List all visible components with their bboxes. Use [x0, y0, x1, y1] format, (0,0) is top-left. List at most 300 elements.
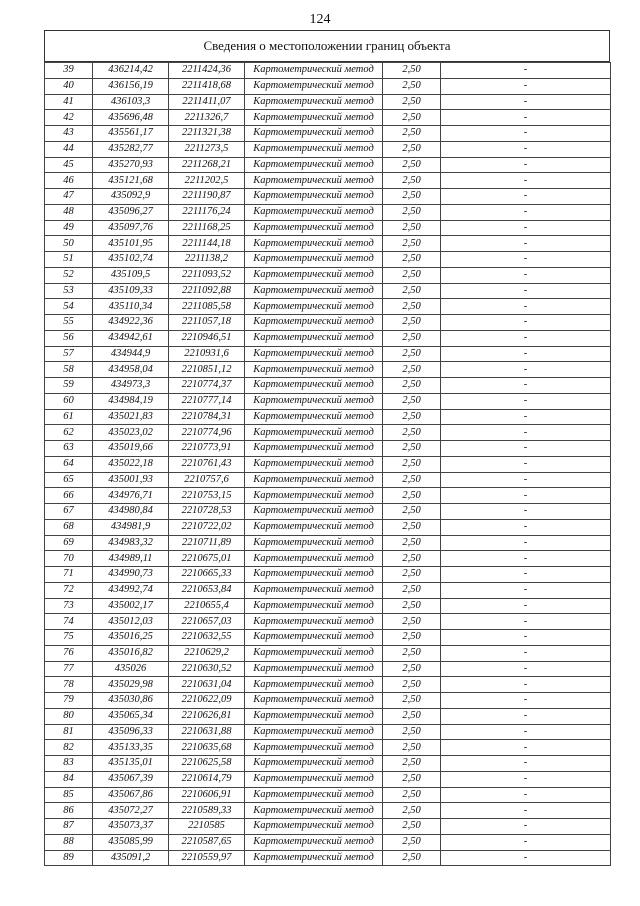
- description-cell: -: [441, 299, 611, 315]
- description-cell: -: [441, 141, 611, 157]
- x-coordinate-cell: 435109,33: [93, 283, 169, 299]
- description-cell: -: [441, 488, 611, 504]
- accuracy-cell: 2,50: [383, 551, 441, 567]
- x-coordinate-cell: 435067,39: [93, 771, 169, 787]
- y-coordinate-cell: 2210614,79: [169, 771, 245, 787]
- point-number-cell: 56: [45, 330, 93, 346]
- table-row: [45, 173, 611, 189]
- y-coordinate-cell: 2211326,7: [169, 110, 245, 126]
- point-number-cell: 43: [45, 126, 93, 142]
- table-row: [45, 708, 611, 724]
- y-coordinate-cell: 2211144,18: [169, 236, 245, 252]
- y-coordinate-cell: 2211273,5: [169, 141, 245, 157]
- method-cell: Картометрический метод: [245, 708, 383, 724]
- x-coordinate-cell: 435072,27: [93, 803, 169, 819]
- x-coordinate-cell: 435016,82: [93, 645, 169, 661]
- x-coordinate-cell: 434983,32: [93, 535, 169, 551]
- point-number-cell: 52: [45, 267, 93, 283]
- point-number-cell: 73: [45, 598, 93, 614]
- point-number-cell: 64: [45, 456, 93, 472]
- point-number-cell: 70: [45, 551, 93, 567]
- table-row: [45, 693, 611, 709]
- point-number-cell: 80: [45, 708, 93, 724]
- method-cell: Картометрический метод: [245, 645, 383, 661]
- description-cell: -: [441, 771, 611, 787]
- method-cell: Картометрический метод: [245, 252, 383, 268]
- y-coordinate-cell: 2210757,6: [169, 472, 245, 488]
- y-coordinate-cell: 2210774,37: [169, 378, 245, 394]
- x-coordinate-cell: 435023,02: [93, 425, 169, 441]
- y-coordinate-cell: 2211202,5: [169, 173, 245, 189]
- y-coordinate-cell: 2210753,15: [169, 488, 245, 504]
- method-cell: Картометрический метод: [245, 519, 383, 535]
- x-coordinate-cell: 435561,17: [93, 126, 169, 142]
- method-cell: Картометрический метод: [245, 141, 383, 157]
- accuracy-cell: 2,50: [383, 504, 441, 520]
- table-row: [45, 850, 611, 866]
- x-coordinate-cell: 435696,48: [93, 110, 169, 126]
- accuracy-cell: 2,50: [383, 94, 441, 110]
- method-cell: Картометрический метод: [245, 315, 383, 331]
- y-coordinate-cell: 2211085,58: [169, 299, 245, 315]
- point-number-cell: 50: [45, 236, 93, 252]
- point-number-cell: 59: [45, 378, 93, 394]
- point-number-cell: 74: [45, 614, 93, 630]
- method-cell: Картометрический метод: [245, 488, 383, 504]
- method-cell: Картометрический метод: [245, 472, 383, 488]
- method-cell: Картометрический метод: [245, 425, 383, 441]
- method-cell: Картометрический метод: [245, 110, 383, 126]
- point-number-cell: 65: [45, 472, 93, 488]
- y-coordinate-cell: 2210589,33: [169, 803, 245, 819]
- accuracy-cell: 2,50: [383, 535, 441, 551]
- accuracy-cell: 2,50: [383, 315, 441, 331]
- y-coordinate-cell: 2211168,25: [169, 220, 245, 236]
- description-cell: -: [441, 330, 611, 346]
- description-cell: -: [441, 267, 611, 283]
- description-cell: -: [441, 456, 611, 472]
- method-cell: Картометрический метод: [245, 283, 383, 299]
- point-number-cell: 83: [45, 756, 93, 772]
- table-row: [45, 299, 611, 315]
- y-coordinate-cell: 2210761,43: [169, 456, 245, 472]
- table-row: [45, 582, 611, 598]
- accuracy-cell: 2,50: [383, 78, 441, 94]
- y-coordinate-cell: 2210653,84: [169, 582, 245, 598]
- point-number-cell: 81: [45, 724, 93, 740]
- method-cell: Картометрический метод: [245, 63, 383, 79]
- accuracy-cell: 2,50: [383, 456, 441, 472]
- y-coordinate-cell: 2210728,53: [169, 504, 245, 520]
- x-coordinate-cell: 435135,01: [93, 756, 169, 772]
- accuracy-cell: 2,50: [383, 362, 441, 378]
- method-cell: Картометрический метод: [245, 220, 383, 236]
- y-coordinate-cell: 2210711,89: [169, 535, 245, 551]
- point-number-cell: 58: [45, 362, 93, 378]
- y-coordinate-cell: 2210722,02: [169, 519, 245, 535]
- accuracy-cell: 2,50: [383, 677, 441, 693]
- table-row: [45, 787, 611, 803]
- description-cell: -: [441, 504, 611, 520]
- point-number-cell: 69: [45, 535, 93, 551]
- point-number-cell: 47: [45, 189, 93, 205]
- x-coordinate-cell: 435065,34: [93, 708, 169, 724]
- description-cell: -: [441, 519, 611, 535]
- table-row: [45, 94, 611, 110]
- y-coordinate-cell: 2210931,6: [169, 346, 245, 362]
- method-cell: Картометрический метод: [245, 299, 383, 315]
- description-cell: -: [441, 661, 611, 677]
- x-coordinate-cell: 434976,71: [93, 488, 169, 504]
- accuracy-cell: 2,50: [383, 110, 441, 126]
- point-number-cell: 82: [45, 740, 93, 756]
- y-coordinate-cell: 2210626,81: [169, 708, 245, 724]
- accuracy-cell: 2,50: [383, 567, 441, 583]
- y-coordinate-cell: 2210774,96: [169, 425, 245, 441]
- description-cell: -: [441, 693, 611, 709]
- description-cell: -: [441, 834, 611, 850]
- description-cell: -: [441, 441, 611, 457]
- accuracy-cell: 2,50: [383, 472, 441, 488]
- method-cell: Картометрический метод: [245, 756, 383, 772]
- method-cell: Картометрический метод: [245, 850, 383, 866]
- method-cell: Картометрический метод: [245, 126, 383, 142]
- method-cell: Картометрический метод: [245, 787, 383, 803]
- method-cell: Картометрический метод: [245, 803, 383, 819]
- table-row: [45, 803, 611, 819]
- description-cell: -: [441, 630, 611, 646]
- x-coordinate-cell: 434989,11: [93, 551, 169, 567]
- point-number-cell: 84: [45, 771, 93, 787]
- method-cell: Картометрический метод: [245, 504, 383, 520]
- table-row: [45, 283, 611, 299]
- x-coordinate-cell: 435097,76: [93, 220, 169, 236]
- table-row: [45, 141, 611, 157]
- description-cell: -: [441, 472, 611, 488]
- table-row: [45, 819, 611, 835]
- x-coordinate-cell: 434981,9: [93, 519, 169, 535]
- table-row: [45, 330, 611, 346]
- point-number-cell: 86: [45, 803, 93, 819]
- x-coordinate-cell: 435026: [93, 661, 169, 677]
- table-row: [45, 78, 611, 94]
- point-number-cell: 75: [45, 630, 93, 646]
- x-coordinate-cell: 434990,73: [93, 567, 169, 583]
- point-number-cell: 45: [45, 157, 93, 173]
- x-coordinate-cell: 435001,93: [93, 472, 169, 488]
- accuracy-cell: 2,50: [383, 756, 441, 772]
- description-cell: -: [441, 551, 611, 567]
- x-coordinate-cell: 435067,86: [93, 787, 169, 803]
- table-row: [45, 677, 611, 693]
- description-cell: -: [441, 582, 611, 598]
- y-coordinate-cell: 2211057,18: [169, 315, 245, 331]
- y-coordinate-cell: 2210631,88: [169, 724, 245, 740]
- point-number-cell: 53: [45, 283, 93, 299]
- accuracy-cell: 2,50: [383, 252, 441, 268]
- description-cell: -: [441, 708, 611, 724]
- table-row: [45, 740, 611, 756]
- accuracy-cell: 2,50: [383, 283, 441, 299]
- accuracy-cell: 2,50: [383, 693, 441, 709]
- accuracy-cell: 2,50: [383, 126, 441, 142]
- table-title: Сведения о местоположении границ объекта: [44, 30, 610, 62]
- accuracy-cell: 2,50: [383, 173, 441, 189]
- x-coordinate-cell: 435091,2: [93, 850, 169, 866]
- description-cell: -: [441, 409, 611, 425]
- table-row: [45, 220, 611, 236]
- method-cell: Картометрический метод: [245, 771, 383, 787]
- x-coordinate-cell: 435282,77: [93, 141, 169, 157]
- x-coordinate-cell: 434942,61: [93, 330, 169, 346]
- x-coordinate-cell: 434992,74: [93, 582, 169, 598]
- point-number-cell: 63: [45, 441, 93, 457]
- accuracy-cell: 2,50: [383, 267, 441, 283]
- y-coordinate-cell: 2211321,38: [169, 126, 245, 142]
- table-row: [45, 551, 611, 567]
- x-coordinate-cell: 434973,3: [93, 378, 169, 394]
- description-cell: -: [441, 157, 611, 173]
- description-cell: -: [441, 740, 611, 756]
- table-row: [45, 236, 611, 252]
- accuracy-cell: 2,50: [383, 141, 441, 157]
- method-cell: Картометрический метод: [245, 677, 383, 693]
- table-row: [45, 504, 611, 520]
- point-number-cell: 61: [45, 409, 93, 425]
- table-row: [45, 724, 611, 740]
- x-coordinate-cell: 435002,17: [93, 598, 169, 614]
- y-coordinate-cell: 2211190,87: [169, 189, 245, 205]
- point-number-cell: 71: [45, 567, 93, 583]
- method-cell: Картометрический метод: [245, 661, 383, 677]
- method-cell: Картометрический метод: [245, 441, 383, 457]
- description-cell: -: [441, 756, 611, 772]
- x-coordinate-cell: 434922,36: [93, 315, 169, 331]
- x-coordinate-cell: 435085,99: [93, 834, 169, 850]
- table-row: [45, 157, 611, 173]
- y-coordinate-cell: 2210773,91: [169, 441, 245, 457]
- y-coordinate-cell: 2210851,12: [169, 362, 245, 378]
- accuracy-cell: 2,50: [383, 787, 441, 803]
- point-number-cell: 44: [45, 141, 93, 157]
- table-row: [45, 519, 611, 535]
- point-number-cell: 87: [45, 819, 93, 835]
- y-coordinate-cell: 2210635,68: [169, 740, 245, 756]
- point-number-cell: 40: [45, 78, 93, 94]
- y-coordinate-cell: 2211411,07: [169, 94, 245, 110]
- table-row: [45, 409, 611, 425]
- accuracy-cell: 2,50: [383, 441, 441, 457]
- point-number-cell: 72: [45, 582, 93, 598]
- point-number-cell: 57: [45, 346, 93, 362]
- x-coordinate-cell: 435016,25: [93, 630, 169, 646]
- x-coordinate-cell: 435021,83: [93, 409, 169, 425]
- table-row: [45, 362, 611, 378]
- method-cell: Картометрический метод: [245, 236, 383, 252]
- table-row: [45, 614, 611, 630]
- method-cell: Картометрический метод: [245, 614, 383, 630]
- accuracy-cell: 2,50: [383, 661, 441, 677]
- x-coordinate-cell: 434958,04: [93, 362, 169, 378]
- table-row: [45, 110, 611, 126]
- x-coordinate-cell: 435270,93: [93, 157, 169, 173]
- x-coordinate-cell: 435012,03: [93, 614, 169, 630]
- y-coordinate-cell: 2210622,09: [169, 693, 245, 709]
- accuracy-cell: 2,50: [383, 708, 441, 724]
- table-row: [45, 252, 611, 268]
- x-coordinate-cell: 436156,19: [93, 78, 169, 94]
- x-coordinate-cell: 435029,98: [93, 677, 169, 693]
- coordinates-table: [44, 62, 611, 866]
- description-cell: -: [441, 645, 611, 661]
- method-cell: Картометрический метод: [245, 456, 383, 472]
- method-cell: Картометрический метод: [245, 157, 383, 173]
- table-row: [45, 834, 611, 850]
- x-coordinate-cell: 435096,27: [93, 204, 169, 220]
- point-number-cell: 68: [45, 519, 93, 535]
- accuracy-cell: 2,50: [383, 393, 441, 409]
- y-coordinate-cell: 2211418,68: [169, 78, 245, 94]
- y-coordinate-cell: 2210587,65: [169, 834, 245, 850]
- x-coordinate-cell: 435019,66: [93, 441, 169, 457]
- method-cell: Картометрический метод: [245, 362, 383, 378]
- table-row: [45, 126, 611, 142]
- y-coordinate-cell: 2210657,03: [169, 614, 245, 630]
- y-coordinate-cell: 2210665,33: [169, 567, 245, 583]
- x-coordinate-cell: 436103,3: [93, 94, 169, 110]
- method-cell: Картометрический метод: [245, 819, 383, 835]
- accuracy-cell: 2,50: [383, 204, 441, 220]
- table-row: [45, 535, 611, 551]
- x-coordinate-cell: 435109,5: [93, 267, 169, 283]
- method-cell: Картометрический метод: [245, 535, 383, 551]
- description-cell: -: [441, 110, 611, 126]
- method-cell: Картометрический метод: [245, 582, 383, 598]
- description-cell: -: [441, 567, 611, 583]
- accuracy-cell: 2,50: [383, 299, 441, 315]
- table-row: [45, 488, 611, 504]
- description-cell: -: [441, 787, 611, 803]
- y-coordinate-cell: 2211138,2: [169, 252, 245, 268]
- accuracy-cell: 2,50: [383, 189, 441, 205]
- y-coordinate-cell: 2211176,24: [169, 204, 245, 220]
- y-coordinate-cell: 2210675,01: [169, 551, 245, 567]
- accuracy-cell: 2,50: [383, 724, 441, 740]
- method-cell: Картометрический метод: [245, 393, 383, 409]
- table-row: [45, 598, 611, 614]
- x-coordinate-cell: 435110,34: [93, 299, 169, 315]
- x-coordinate-cell: 435092,9: [93, 189, 169, 205]
- table-row: [45, 771, 611, 787]
- x-coordinate-cell: 435073,37: [93, 819, 169, 835]
- table-row: [45, 425, 611, 441]
- method-cell: Картометрический метод: [245, 551, 383, 567]
- accuracy-cell: 2,50: [383, 850, 441, 866]
- accuracy-cell: 2,50: [383, 157, 441, 173]
- accuracy-cell: 2,50: [383, 63, 441, 79]
- table-row: [45, 315, 611, 331]
- accuracy-cell: 2,50: [383, 598, 441, 614]
- accuracy-cell: 2,50: [383, 519, 441, 535]
- description-cell: -: [441, 393, 611, 409]
- x-coordinate-cell: 436214,42: [93, 63, 169, 79]
- x-coordinate-cell: 435022,18: [93, 456, 169, 472]
- point-number-cell: 55: [45, 315, 93, 331]
- point-number-cell: 85: [45, 787, 93, 803]
- point-number-cell: 49: [45, 220, 93, 236]
- accuracy-cell: 2,50: [383, 834, 441, 850]
- description-cell: -: [441, 614, 611, 630]
- accuracy-cell: 2,50: [383, 630, 441, 646]
- description-cell: -: [441, 803, 611, 819]
- point-number-cell: 88: [45, 834, 93, 850]
- table-row: [45, 204, 611, 220]
- y-coordinate-cell: 2210585: [169, 819, 245, 835]
- description-cell: -: [441, 535, 611, 551]
- description-cell: -: [441, 315, 611, 331]
- accuracy-cell: 2,50: [383, 488, 441, 504]
- description-cell: -: [441, 819, 611, 835]
- x-coordinate-cell: 435096,33: [93, 724, 169, 740]
- description-cell: -: [441, 94, 611, 110]
- point-number-cell: 41: [45, 94, 93, 110]
- y-coordinate-cell: 2211424,36: [169, 63, 245, 79]
- accuracy-cell: 2,50: [383, 819, 441, 835]
- method-cell: Картометрический метод: [245, 330, 383, 346]
- accuracy-cell: 2,50: [383, 614, 441, 630]
- method-cell: Картометрический метод: [245, 630, 383, 646]
- point-number-cell: 76: [45, 645, 93, 661]
- accuracy-cell: 2,50: [383, 803, 441, 819]
- description-cell: -: [441, 220, 611, 236]
- description-cell: -: [441, 724, 611, 740]
- accuracy-cell: 2,50: [383, 425, 441, 441]
- method-cell: Картометрический метод: [245, 346, 383, 362]
- y-coordinate-cell: 2210655,4: [169, 598, 245, 614]
- point-number-cell: 54: [45, 299, 93, 315]
- table-row: [45, 756, 611, 772]
- table-row: [45, 441, 611, 457]
- description-cell: -: [441, 78, 611, 94]
- accuracy-cell: 2,50: [383, 330, 441, 346]
- description-cell: -: [441, 283, 611, 299]
- point-number-cell: 51: [45, 252, 93, 268]
- table-row: [45, 661, 611, 677]
- accuracy-cell: 2,50: [383, 740, 441, 756]
- method-cell: Картометрический метод: [245, 189, 383, 205]
- method-cell: Картометрический метод: [245, 204, 383, 220]
- method-cell: Картометрический метод: [245, 173, 383, 189]
- point-number-cell: 89: [45, 850, 93, 866]
- y-coordinate-cell: 2211093,52: [169, 267, 245, 283]
- y-coordinate-cell: 2210630,52: [169, 661, 245, 677]
- table-row: [45, 378, 611, 394]
- method-cell: Картометрический метод: [245, 740, 383, 756]
- coordinates-table-frame: [44, 30, 610, 866]
- accuracy-cell: 2,50: [383, 409, 441, 425]
- x-coordinate-cell: 434944,9: [93, 346, 169, 362]
- x-coordinate-cell: 435030,86: [93, 693, 169, 709]
- table-row: [45, 267, 611, 283]
- page-number: 124: [309, 12, 331, 27]
- y-coordinate-cell: 2211092,88: [169, 283, 245, 299]
- method-cell: Картометрический метод: [245, 94, 383, 110]
- description-cell: -: [441, 204, 611, 220]
- method-cell: Картометрический метод: [245, 724, 383, 740]
- point-number-cell: 66: [45, 488, 93, 504]
- y-coordinate-cell: 2210559,97: [169, 850, 245, 866]
- table-row: [45, 189, 611, 205]
